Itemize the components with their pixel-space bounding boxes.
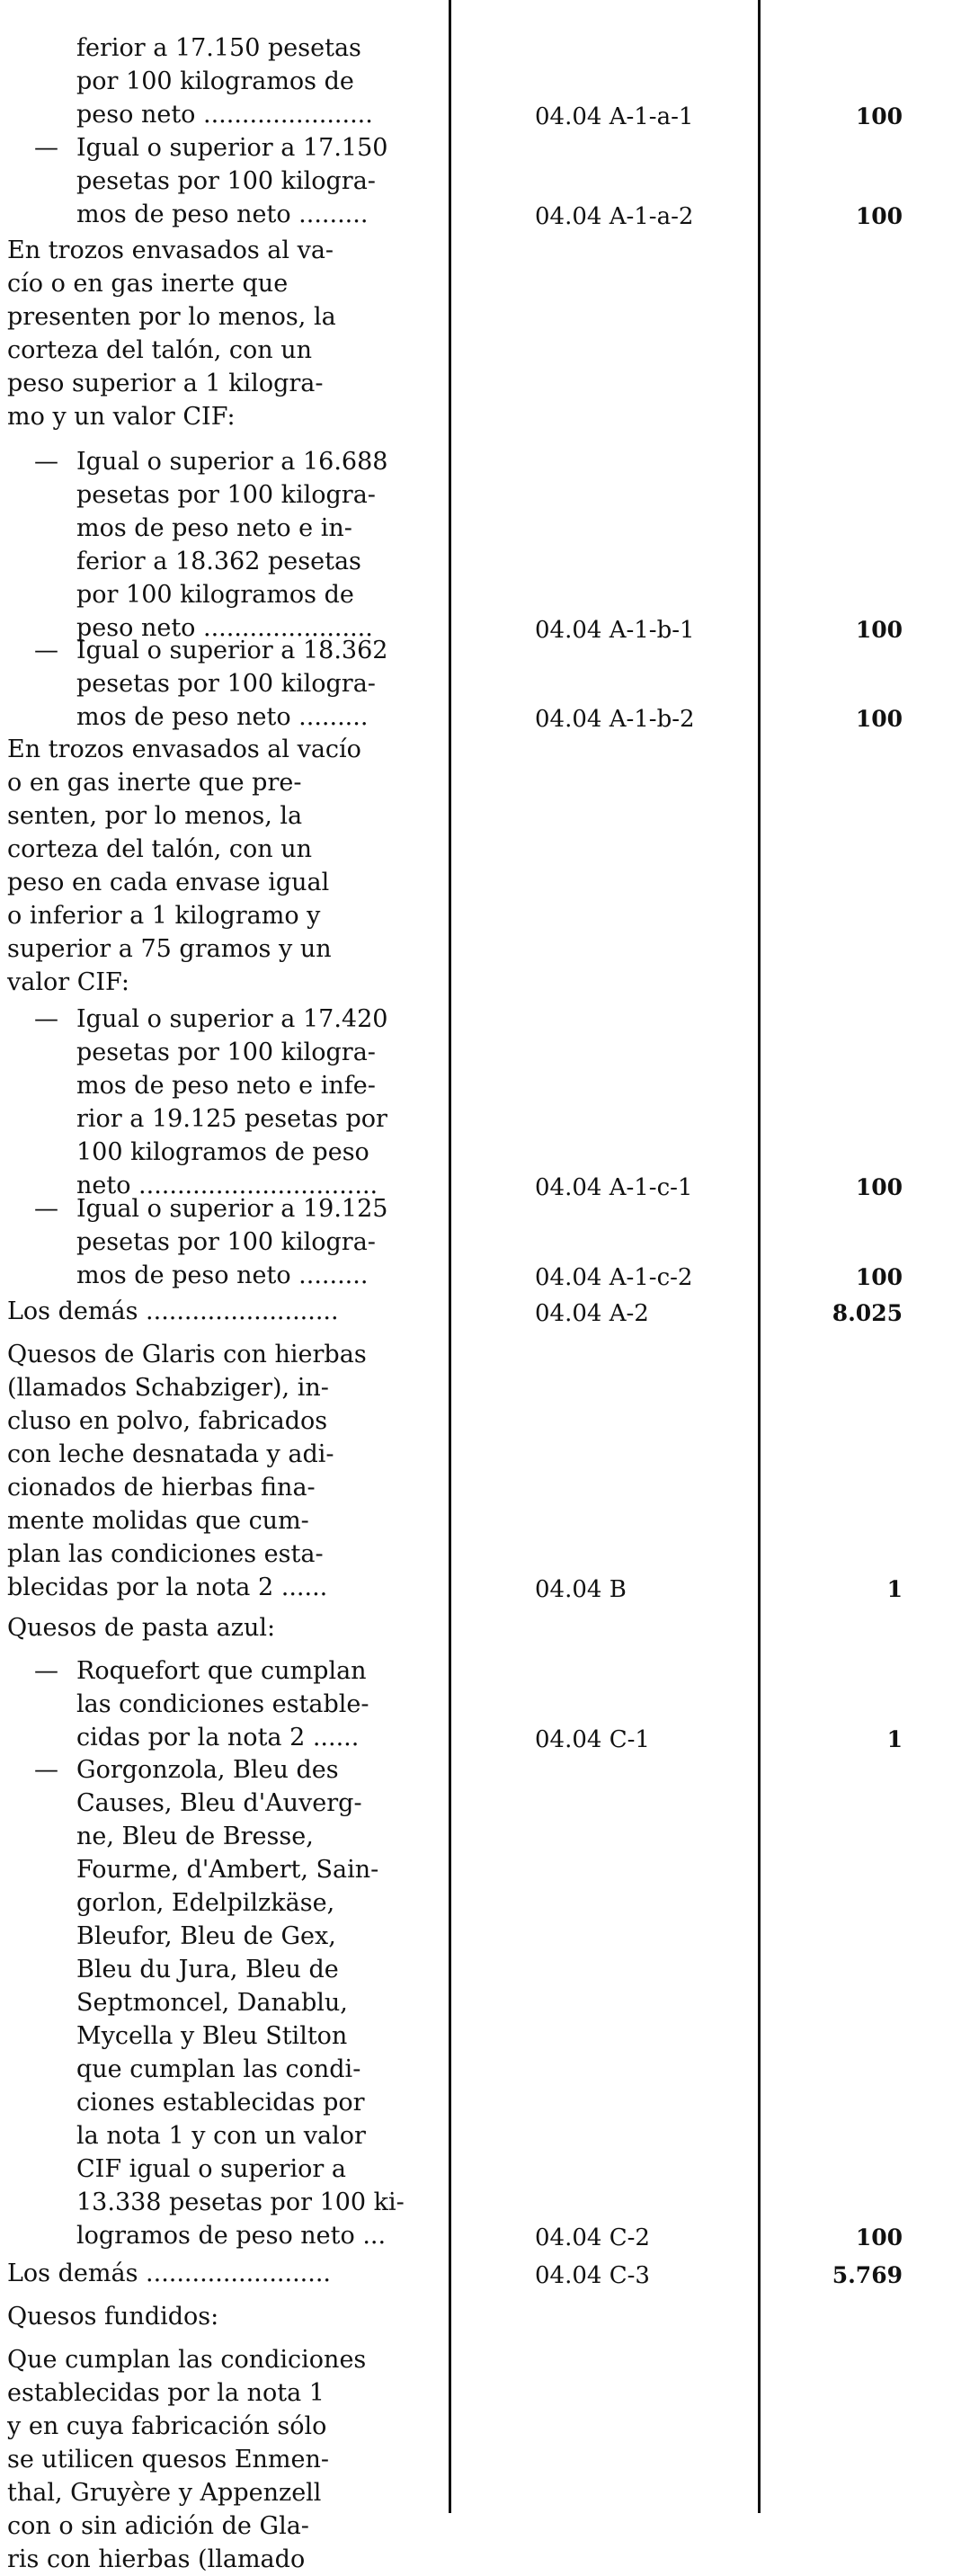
description-line: cionados de hierbas fina- <box>7 1474 316 1502</box>
duty-rate: 100 <box>855 203 903 229</box>
tariff-code: 04.04 C-2 <box>535 2224 650 2251</box>
tariff-code: 04.04 A-2 <box>535 1300 649 1327</box>
description-line: rior a 19.125 pesetas por <box>76 1105 387 1133</box>
tariff-code: 04.04 C-1 <box>535 1726 650 1753</box>
description-line: pesetas por 100 kilogra- <box>76 481 376 509</box>
description-line: pesetas por 100 kilogra- <box>76 1038 376 1066</box>
description-line: Mycella y Bleu Stilton <box>76 2022 348 2050</box>
description-line: valor CIF: <box>7 968 129 996</box>
description-line: blecidas por la nota 2 ...... <box>7 1573 328 1601</box>
description-line: mente molidas que cum- <box>7 1507 309 1535</box>
description-line: Bleufor, Bleu de Gex, <box>76 1922 336 1950</box>
description-line: mos de peso neto ......... <box>76 703 369 731</box>
description-line: En trozos envasados al vacío <box>7 735 361 763</box>
description-line: presenten por lo menos, la <box>7 303 336 331</box>
description-line: mos de peso neto ......... <box>76 201 369 228</box>
description-line: que cumplan las condi- <box>76 2055 361 2083</box>
description-line: peso en cada envase igual <box>7 869 330 896</box>
dash-bullet-icon: — <box>34 1756 58 1784</box>
duty-rate: 100 <box>855 2224 903 2251</box>
description-line: 13.338 pesetas por 100 ki- <box>76 2188 405 2216</box>
column-divider-right <box>758 0 761 2513</box>
description-line: o en gas inerte que pre- <box>7 769 302 797</box>
description-line: mo y un valor CIF: <box>7 403 236 431</box>
description-line: (llamados Schabziger), in- <box>7 1374 329 1402</box>
description-line: Roquefort que cumplan <box>76 1657 367 1685</box>
tariff-code: 04.04 A-1-c-1 <box>535 1174 693 1201</box>
tariff-code: 04.04 A-1-b-1 <box>535 617 695 644</box>
tariff-code: 04.04 A-1-c-2 <box>535 1264 693 1291</box>
dash-bullet-icon: — <box>34 1657 58 1685</box>
description-line: Igual o superior a 19.125 <box>76 1195 388 1223</box>
description-line: CIF igual o superior a <box>76 2155 346 2183</box>
description-line: Los demás ........................ <box>7 2260 332 2287</box>
description-line: Septmoncel, Danablu, <box>76 1989 348 2017</box>
description-line: Bleu du Jura, Bleu de <box>76 1956 339 1983</box>
description-line: Quesos de Glaris con hierbas <box>7 1341 367 1368</box>
description-line: corteza del talón, con un <box>7 336 313 364</box>
description-line: pesetas por 100 kilogra- <box>76 1228 376 1256</box>
tariff-code: 04.04 A-1-a-1 <box>535 103 694 130</box>
description-line: Igual o superior a 18.362 <box>76 637 388 664</box>
description-line: logramos de peso neto ... <box>76 2222 387 2250</box>
description-line: Gorgonzola, Bleu des <box>76 1756 339 1784</box>
duty-rate: 100 <box>855 1174 903 1200</box>
description-line: pesetas por 100 kilogra- <box>76 167 376 195</box>
duty-rate: 100 <box>855 1264 903 1290</box>
column-divider-left <box>449 0 451 2513</box>
description-line: plan las condiciones esta- <box>7 1540 324 1568</box>
description-line: se utilicen quesos Enmen- <box>7 2446 330 2473</box>
tariff-code: 04.04 C-3 <box>535 2262 650 2289</box>
description-line: ciones establecidas por <box>76 2089 365 2117</box>
duty-rate: 8.025 <box>832 1300 903 1326</box>
description-line: Igual o superior a 17.150 <box>76 134 388 162</box>
dash-bullet-icon: — <box>34 1005 58 1033</box>
description-line: por 100 kilogramos de <box>76 67 354 95</box>
description-line: thal, Gruyère y Appenzell <box>7 2479 322 2507</box>
description-line: 100 kilogramos de peso <box>76 1138 369 1166</box>
description-line: con o sin adición de Gla- <box>7 2512 309 2540</box>
dash-bullet-icon: — <box>34 134 58 162</box>
tariff-code: 04.04 A-1-a-2 <box>535 203 694 230</box>
description-line: cluso en polvo, fabricados <box>7 1407 328 1435</box>
duty-rate: 5.769 <box>832 2262 903 2288</box>
description-line: peso neto ...................... <box>76 614 373 642</box>
description-line: Igual o superior a 17.420 <box>76 1005 388 1033</box>
description-line: establecidas por la nota 1 <box>7 2379 325 2407</box>
tariff-code: 04.04 B <box>535 1576 627 1603</box>
description-line: ris con hierbas (llamado <box>7 2545 306 2573</box>
description-line: peso superior a 1 kilogra- <box>7 370 324 397</box>
description-line: por 100 kilogramos de <box>76 581 354 609</box>
description-line: la nota 1 y con un valor <box>76 2122 366 2150</box>
description-line: neto ............................... <box>76 1172 378 1199</box>
description-line: superior a 75 gramos y un <box>7 935 332 963</box>
description-line: ferior a 18.362 pesetas <box>76 548 361 575</box>
description-line: peso neto ...................... <box>76 101 373 129</box>
description-line: ne, Bleu de Bresse, <box>76 1823 314 1850</box>
description-line: cidas por la nota 2 ...... <box>76 1724 360 1752</box>
description-line: Quesos fundidos: <box>7 2303 219 2331</box>
description-line: mos de peso neto e infe- <box>76 1072 376 1100</box>
tariff-code: 04.04 A-1-b-2 <box>535 706 695 733</box>
description-line: Igual o superior a 16.688 <box>76 448 388 476</box>
dash-bullet-icon: — <box>34 448 58 476</box>
description-line: mos de peso neto e in- <box>76 514 352 542</box>
description-line: Fourme, d'Ambert, Sain- <box>76 1856 379 1884</box>
description-line: mos de peso neto ......... <box>76 1261 369 1289</box>
dash-bullet-icon: — <box>34 637 58 664</box>
description-line: las condiciones estable- <box>76 1690 369 1718</box>
duty-rate: 1 <box>886 1576 903 1602</box>
duty-rate: 100 <box>855 706 903 732</box>
description-line: senten, por lo menos, la <box>7 802 303 830</box>
description-line: corteza del talón, con un <box>7 835 313 863</box>
duty-rate: 1 <box>886 1726 903 1752</box>
duty-rate: 100 <box>855 617 903 643</box>
duty-rate: 100 <box>855 103 903 129</box>
description-line: En trozos envasados al va- <box>7 236 334 264</box>
description-line: Causes, Bleu d'Auverg- <box>76 1789 362 1817</box>
description-line: con leche desnatada y adi- <box>7 1440 334 1468</box>
description-line: o inferior a 1 kilogramo y <box>7 902 321 930</box>
dash-bullet-icon: — <box>34 1195 58 1223</box>
description-line: Que cumplan las condiciones <box>7 2346 367 2374</box>
description-line: y en cuya fabricación sólo <box>7 2412 327 2440</box>
description-line: gorlon, Edelpilzkäse, <box>76 1889 335 1917</box>
description-line: Los demás ......................... <box>7 1297 339 1325</box>
description-line: ferior a 17.150 pesetas <box>76 34 361 62</box>
description-line: pesetas por 100 kilogra- <box>76 670 376 698</box>
description-line: Quesos de pasta azul: <box>7 1614 276 1642</box>
description-line: cío o en gas inerte que <box>7 270 289 298</box>
